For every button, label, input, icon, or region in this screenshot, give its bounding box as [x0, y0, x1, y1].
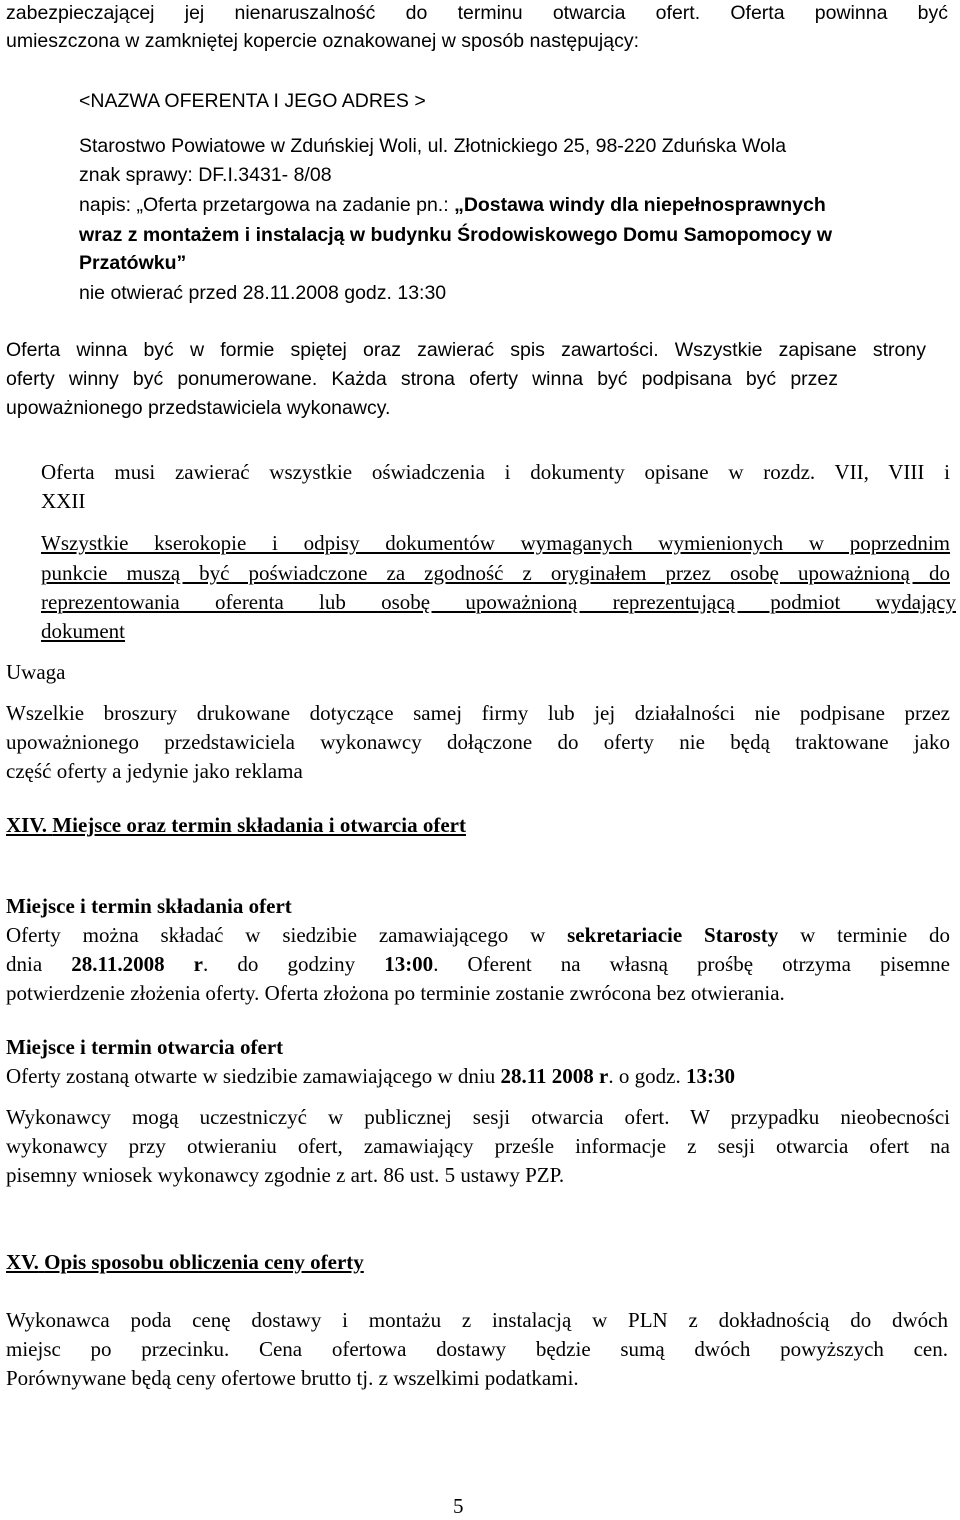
section-14-number: XIV. [6, 813, 48, 837]
envelope-address: Starostwo Powiatowe w Zduńskiej Woli, ul. Złotnickiego 25, 98-220 Zduńska Wola [79, 135, 787, 157]
note-line-2: upoważnionego przedstawiciela wykonawcy dołączone do oferty nie będą traktowane jako [6, 730, 950, 754]
envelope-case-number: znak sprawy: DF.I.3431- 8/08 [79, 164, 332, 186]
envelope-label-prefix: napis: „Oferta przetargowa na zadanie pn.: [79, 194, 455, 216]
section-14-title: Miejsce oraz termin składania i otwarcia ofert [52, 813, 466, 837]
copies-line-3: reprezentowania oferenta lub osobę upoważnioną reprezentującą podmiot wydający [41, 590, 956, 614]
envelope-label-line-1 [79, 196, 826, 216]
envelope-do-not-open: nie otwierać przed 28.11.2008 godz. 13:30 [79, 282, 447, 304]
section-15-number: XV. [6, 1250, 39, 1274]
copies-line-4: dokument [41, 619, 125, 643]
submission-line-1: Oferty można składać w siedzibie zamawiającego w sekretariacie Starosty w terminie do [6, 923, 951, 947]
binding-line-2: oferty winny być ponumerowane. Każda strona oferty winna być podpisana być przez [6, 368, 838, 390]
copies-line-2: punkcie muszą być poświadczone za zgodność z oryginałem przez osobę upoważnioną do [41, 561, 950, 585]
submission-time: 13:00 [384, 952, 434, 976]
submission-place: sekretariacie Starosty [567, 923, 779, 947]
note-line-1: Wszelkie broszury drukowane dotyczące samej firmy lub jej działalności nie podpisane przez [6, 701, 950, 725]
submission-heading: Miejsce i termin składania ofert [6, 894, 292, 918]
opening-para-line-2: wykonawcy przy otwieraniu ofert, zamawiający prześle informacje z sesji otwarcia ofert na [6, 1134, 950, 1158]
note-line-3: część oferty a jedynie jako reklama [6, 759, 303, 783]
opening-para-line-1: Wykonawcy mogą uczestniczyć w publicznej sesji otwarcia ofert. W przypadku nieobecności [6, 1105, 950, 1129]
envelope-name: <NAZWA OFERENTA I JEGO ADRES > [79, 90, 426, 112]
envelope-label-line-2 [79, 226, 832, 246]
opening-time: 13:30 [685, 1064, 735, 1088]
submission-line-2: dnia 28.11.2008 r. do godziny 13:00. Oferent na własną prośbę otrzyma pisemne [6, 952, 951, 976]
pricing-line-1: Wykonawca poda cenę dostawy i montażu z instalacją w PLN z dokładnością do dwóch [6, 1308, 948, 1332]
submission-line-3: potwierdzenie złożenia oferty. Oferta złożona po terminie zostanie zwrócona bez otwierania. [6, 981, 785, 1005]
binding-line-1: Oferta winna być w formie spiętej oraz zawierać spis zawartości. Wszystkie zapisane strony [6, 339, 926, 361]
opening-heading: Miejsce i termin otwarcia ofert [6, 1035, 284, 1059]
contents-line-1: Oferta musi zawierać wszystkie oświadczenia i dokumenty opisane w rozdz. VII, VIII i [41, 460, 950, 484]
pricing-line-2: miejsc po przecinku. Cena ofertowa dostawy będzie sumą dwóch powyższych cen. [6, 1337, 948, 1361]
section-15-heading [6, 1252, 364, 1273]
section-14-heading [6, 815, 466, 836]
envelope-label-bold-1: „Dostawa windy dla niepełnosprawnych [454, 194, 826, 216]
opening-line-1: Oferty zostaną otwarte w siedzibie zamawiającego w dniu 28.11 2008 r. o godz. 13:30 [6, 1064, 735, 1088]
page-number: 5 [453, 1494, 464, 1518]
binding-line-3: upoważnionego przedstawiciela wykonawcy. [6, 397, 391, 419]
contents-line-2: XXII [41, 489, 86, 513]
note-heading: Uwaga [6, 660, 66, 684]
opening-para-line-3: pisemny wniosek wykonawcy zgodnie z art. 86 ust. 5 ustawy PZP. [6, 1163, 565, 1187]
section-15-title: Opis sposobu obliczenia ceny oferty [44, 1250, 364, 1274]
envelope-label-bold-3: Przatówku” [79, 252, 187, 274]
opening-date: 28.11 2008 r [500, 1064, 609, 1088]
pricing-line-3: Porównywane będą ceny ofertowe brutto tj. z wszelkimi podatkami. [6, 1366, 579, 1390]
copies-line-1: Wszystkie kserokopie i odpisy dokumentów wymaganych wymienionych w poprzednim [41, 531, 950, 555]
envelope-label-bold-2: wraz z montażem i instalacją w budynku Środowiskowego Domu Samopomocy w [79, 224, 833, 246]
submission-date: 28.11.2008 r [71, 952, 204, 976]
intro-line-1: zabezpieczającej jej nienaruszalność do terminu otwarcia ofert. Oferta powinna być [6, 2, 948, 24]
envelope-label-line-3 [79, 254, 186, 274]
intro-line-2: umieszczona w zamkniętej kopercie oznakowanej w sposób następujący: [6, 30, 639, 52]
